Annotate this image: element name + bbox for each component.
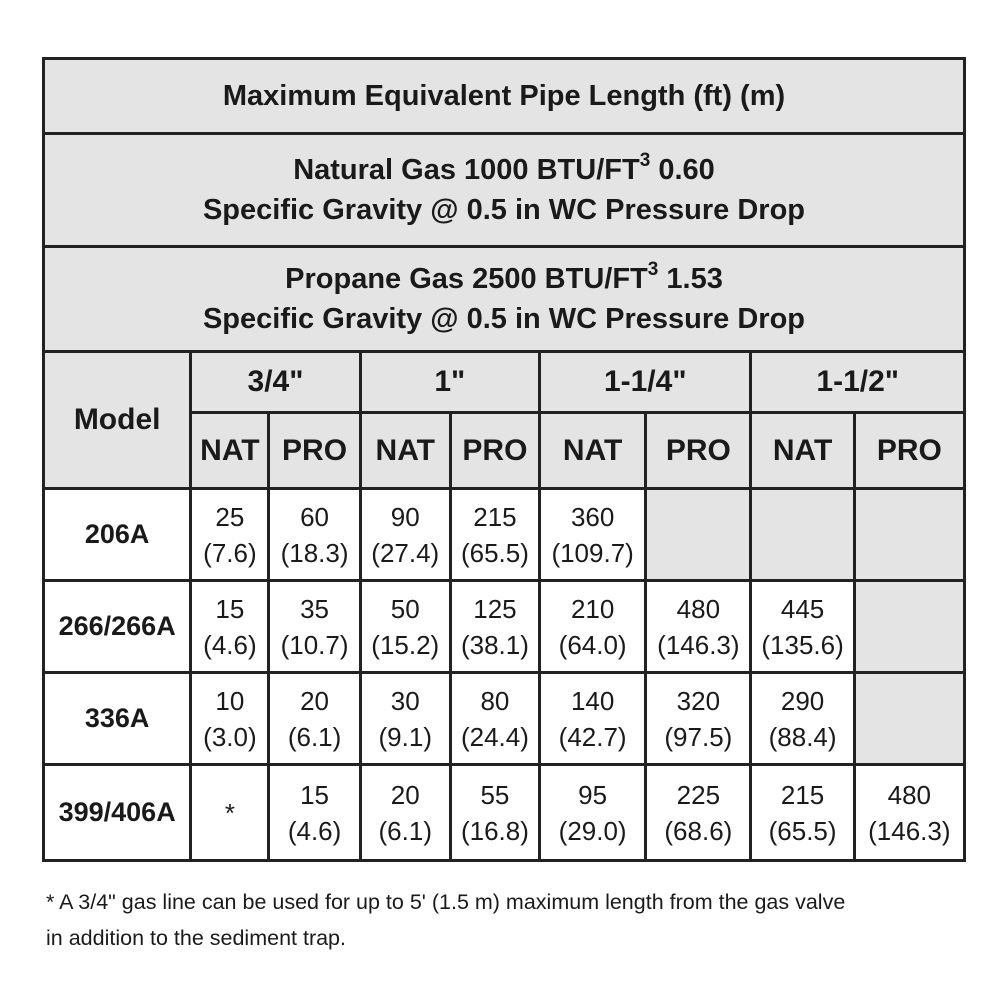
propane-gas-header <box>44 247 965 352</box>
length-ft: 125 <box>473 593 517 624</box>
length-ft: 80 <box>480 685 510 716</box>
length-cell <box>540 581 646 673</box>
length-cell <box>854 765 964 861</box>
size-header-1-1-4: 1-1/4" <box>540 352 751 413</box>
footnote-line2: in addition to the sediment trap. <box>46 926 346 950</box>
length-ft: 60 <box>300 501 330 532</box>
length-m: (88.4) <box>768 721 837 752</box>
length-ft: 90 <box>390 501 420 532</box>
length-m: (29.0) <box>558 815 627 846</box>
length-m: (38.1) <box>460 629 529 660</box>
length-ft: 15 <box>215 593 245 624</box>
length-ft: 25 <box>215 501 245 532</box>
gas-type-header: PRO <box>269 413 360 489</box>
empty-cell <box>646 489 751 581</box>
length-ft: 210 <box>570 593 615 624</box>
gas-type-header: NAT <box>751 413 854 489</box>
length-m: (146.3) <box>657 629 740 660</box>
gas-type-header: NAT <box>540 413 646 489</box>
model-cell: 336A <box>44 673 191 765</box>
length-m: (97.5) <box>664 721 733 752</box>
length-cell <box>540 765 646 861</box>
model-header: Model <box>44 352 191 489</box>
length-cell <box>540 489 646 581</box>
propane-gas-line2: Specific Gravity @ 0.5 in WC Pressure Drop <box>202 303 806 335</box>
length-m: (42.7) <box>558 721 627 752</box>
length-ft: 10 <box>215 685 245 716</box>
length-cell <box>751 765 854 861</box>
model-cell: 206A <box>44 489 191 581</box>
length-ft: 20 <box>300 685 330 716</box>
length-cell <box>191 489 269 581</box>
empty-cell <box>751 489 854 581</box>
length-ft: 35 <box>300 593 330 624</box>
length-m: (4.6) <box>203 629 257 660</box>
length-m: (64.0) <box>558 629 627 660</box>
length-cell <box>751 673 854 765</box>
length-ft: 445 <box>780 593 825 624</box>
length-m: (65.5) <box>460 537 529 568</box>
length-ft: 225 <box>676 779 721 810</box>
length-cell <box>360 765 450 861</box>
length-cell <box>269 581 360 673</box>
length-ft: 360 <box>570 501 615 532</box>
length-m: (18.3) <box>280 537 349 568</box>
length-ft: 320 <box>676 685 721 716</box>
natural-gas-header <box>44 134 965 247</box>
length-cell <box>450 581 539 673</box>
length-ft: 215 <box>780 779 825 810</box>
empty-cell <box>854 581 964 673</box>
length-m: (7.6) <box>203 537 257 568</box>
natural-gas-line1: Natural Gas 1000 BTU/$FT^3$ 0.60 <box>293 150 715 186</box>
length-cell <box>646 581 751 673</box>
length-m: (16.8) <box>460 815 529 846</box>
length-m: (65.5) <box>768 815 837 846</box>
table-row <box>44 765 965 861</box>
model-cell: 399/406A <box>44 765 191 861</box>
pipe-length-table <box>42 57 966 862</box>
gas-type-header: NAT <box>191 413 269 489</box>
length-cell <box>360 581 450 673</box>
length-ft: 30 <box>390 685 420 716</box>
gas-type-header: PRO <box>450 413 539 489</box>
length-m: (10.7) <box>280 629 349 660</box>
footnote <box>46 884 976 956</box>
length-cell <box>450 673 539 765</box>
length-ft: 480 <box>887 779 932 810</box>
length-cell <box>450 765 539 861</box>
length-m: (109.7) <box>551 537 634 568</box>
length-cell <box>751 581 854 673</box>
length-m: (146.3) <box>868 815 951 846</box>
size-header-3-4: 3/4" <box>191 352 360 413</box>
length-m: (3.0) <box>203 721 257 752</box>
empty-cell <box>854 673 964 765</box>
model-cell: 266/266A <box>44 581 191 673</box>
propane-gas-line1: Propane Gas 2500 BTU/$FT^3$ 1.53 <box>285 259 723 295</box>
empty-cell <box>854 489 964 581</box>
length-m: (15.2) <box>371 629 440 660</box>
length-cell <box>269 489 360 581</box>
length-cell <box>646 673 751 765</box>
length-m: (6.1) <box>287 721 342 752</box>
length-ft: 290 <box>780 685 825 716</box>
length-cell <box>360 673 450 765</box>
length-m: (27.4) <box>371 537 440 568</box>
length-m: (68.6) <box>664 815 733 846</box>
length-ft: 20 <box>390 779 420 810</box>
length-m: (135.6) <box>761 629 844 660</box>
length-cell <box>191 581 269 673</box>
length-ft: * <box>224 797 235 828</box>
table-row <box>44 489 965 581</box>
length-cell <box>646 765 751 861</box>
length-cell <box>269 765 360 861</box>
length-cell <box>191 765 269 861</box>
length-cell <box>191 673 269 765</box>
length-ft: 215 <box>473 501 517 532</box>
length-m: (9.1) <box>378 721 432 752</box>
length-ft: 95 <box>578 779 608 810</box>
size-header-1-1-2: 1-1/2" <box>751 352 965 413</box>
length-ft: 480 <box>676 593 721 624</box>
natural-gas-line2: Specific Gravity @ 0.5 in WC Pressure Drop <box>202 194 806 226</box>
length-ft: 140 <box>570 685 615 716</box>
gas-type-header: PRO <box>854 413 964 489</box>
length-m: (4.6) <box>287 815 342 846</box>
length-cell <box>360 489 450 581</box>
table-title: Maximum Equivalent Pipe Length (ft) (m) <box>44 59 965 134</box>
table-row <box>44 581 965 673</box>
length-ft: 50 <box>390 593 420 624</box>
footnote-line1: * A 3/4" gas line can be used for up to 5' (1.5 m) maximum length from the gas valve <box>46 890 846 914</box>
length-cell <box>269 673 360 765</box>
gas-type-header: PRO <box>646 413 751 489</box>
length-cell <box>450 489 539 581</box>
length-ft: 15 <box>300 779 330 810</box>
size-header-1: 1" <box>360 352 539 413</box>
table-row <box>44 673 965 765</box>
length-ft: 55 <box>480 779 510 810</box>
gas-type-header: NAT <box>360 413 450 489</box>
length-m: (6.1) <box>378 815 432 846</box>
length-cell <box>540 673 646 765</box>
length-m: (24.4) <box>460 721 529 752</box>
